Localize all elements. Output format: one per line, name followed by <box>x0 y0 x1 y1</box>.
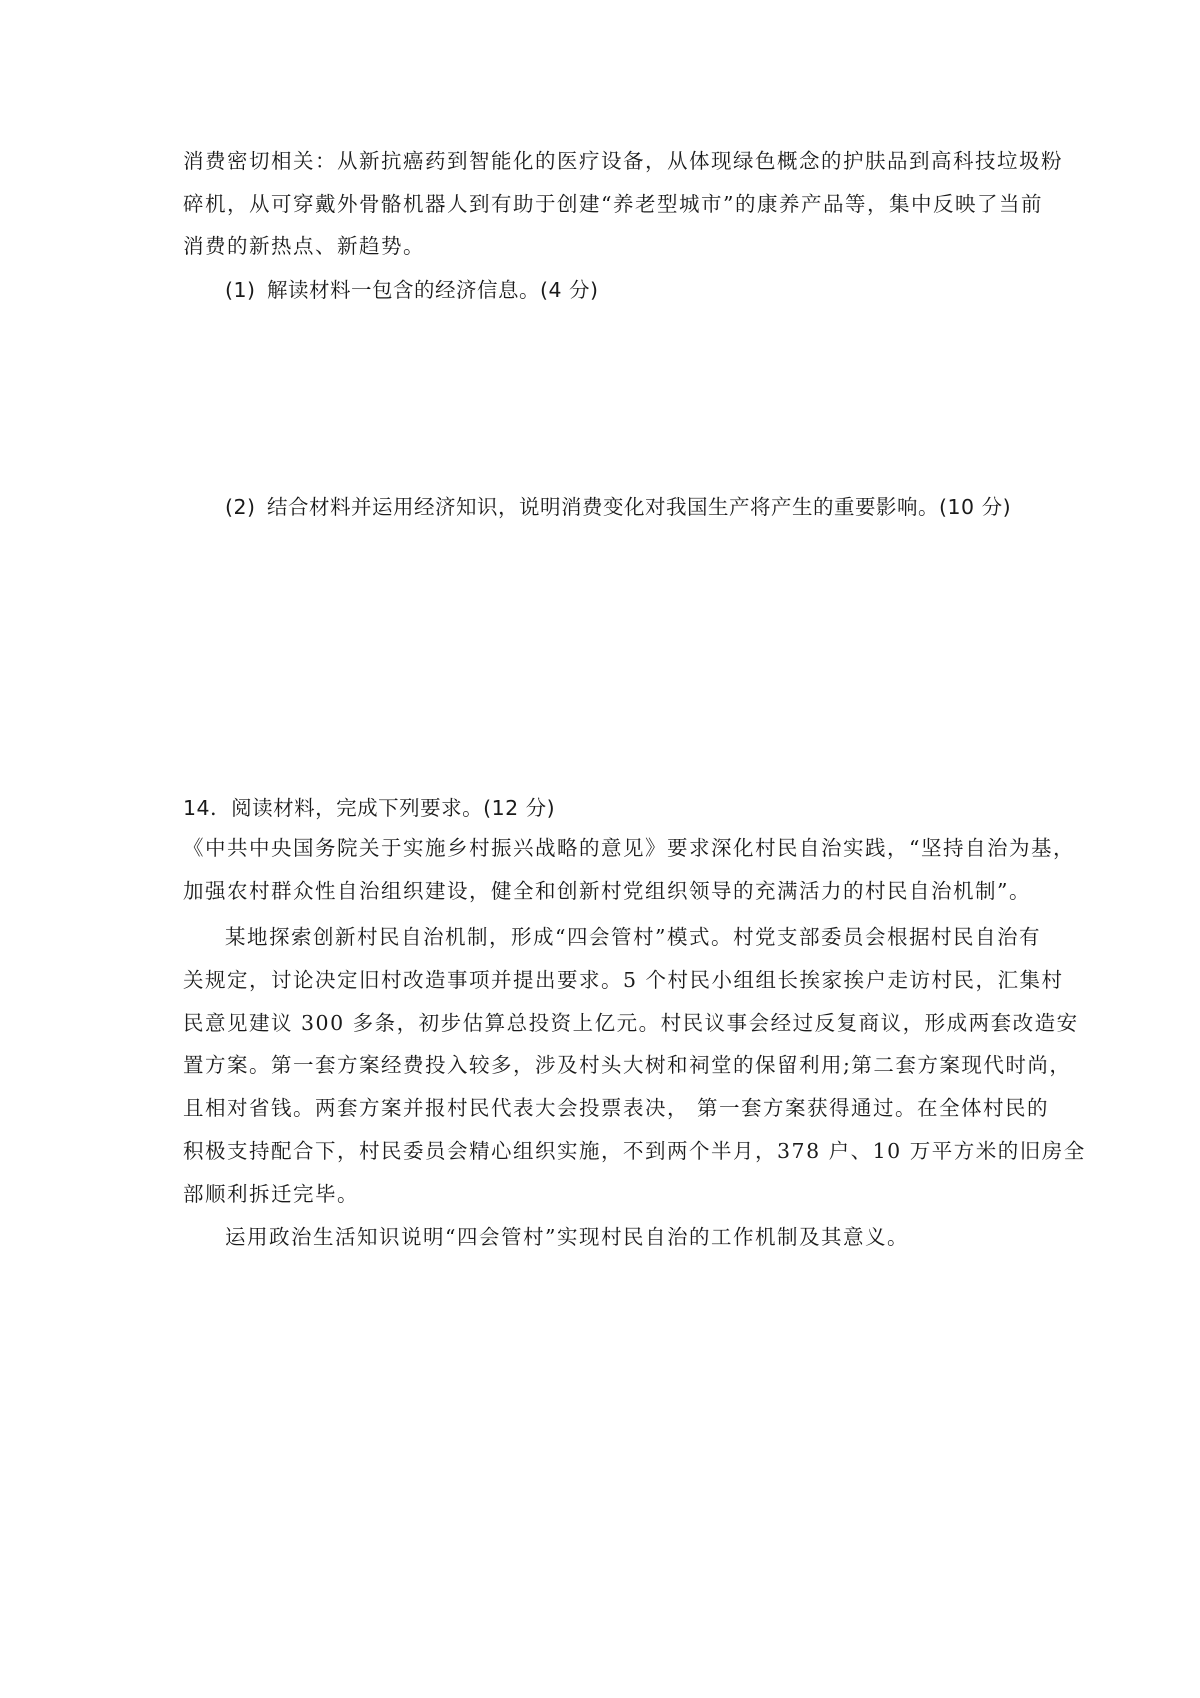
question-14-heading: 14．阅读材料，完成下列要求。(12 分) <box>183 796 556 820</box>
question-14-quote-line-2: 加强农村群众性自治组织建设，健全和创新村党组织领导的充满活力的村民自治机制”。 <box>183 879 1031 903</box>
question-14-material-line-4: 置方案。第一套方案经费投入较多，涉及村头大树和祠堂的保留利用;第二套方案现代时尚， <box>183 1053 1072 1077</box>
part-number: (2) <box>225 495 256 519</box>
question-13-part-1 <box>225 276 1085 304</box>
question-13-part-2 <box>225 493 1085 521</box>
question-14-material-line-7: 部顺利拆迁完毕。 <box>183 1182 359 1206</box>
question-14-material-line-5: 且相对省钱。两套方案并报村民代表大会投票表决， 第一套方案获得通过。在全体村民的 <box>183 1096 1050 1120</box>
question-14-material-line-6: 积极支持配合下，村民委员会精心组织实施，不到两个半月，378 户、10 万平方米的旧房全 <box>183 1139 1086 1163</box>
continuation-line-3: 消费的新热点、新趋势。 <box>183 234 425 258</box>
question-14-material-line-3: 民意见建议 300 多条，初步估算总投资上亿元。村民议事会经过反复商议，形成两套改造安 <box>183 1011 1079 1035</box>
continuation-line-2: 碎机，从可穿戴外骨骼机器人到有助于创建“养老型城市”的康养产品等，集中反映了当前 <box>183 192 1043 216</box>
question-14-material-line-2: 关规定，讨论决定旧村改造事项并提出要求。5 个村民小组组长挨家挨户走访村民，汇集村 <box>183 968 1064 992</box>
continuation-line-1: 消费密切相关：从新抗癌药到智能化的医疗设备，从体现绿色概念的护肤品到高科技垃圾粉 <box>183 149 1063 173</box>
part-number: (1) <box>225 278 256 302</box>
question-14-material-line-1: 某地探索创新村民自治机制，形成“四会管村”模式。村党支部委员会根据村民自治有 <box>225 925 1041 949</box>
question-14-prompt: 运用政治生活知识说明“四会管村”实现村民自治的工作机制及其意义。 <box>225 1225 909 1249</box>
part-text: 解读材料一包含的经济信息。(4 分) <box>267 278 599 302</box>
question-14-quote-line-1: 《中共中央国务院关于实施乡村振兴战略的意见》要求深化村民自治实践，“坚持自治为基， <box>183 836 1075 860</box>
part-text: 结合材料并运用经济知识，说明消费变化对我国生产将产生的重要影响。(10 分) <box>267 495 1012 519</box>
